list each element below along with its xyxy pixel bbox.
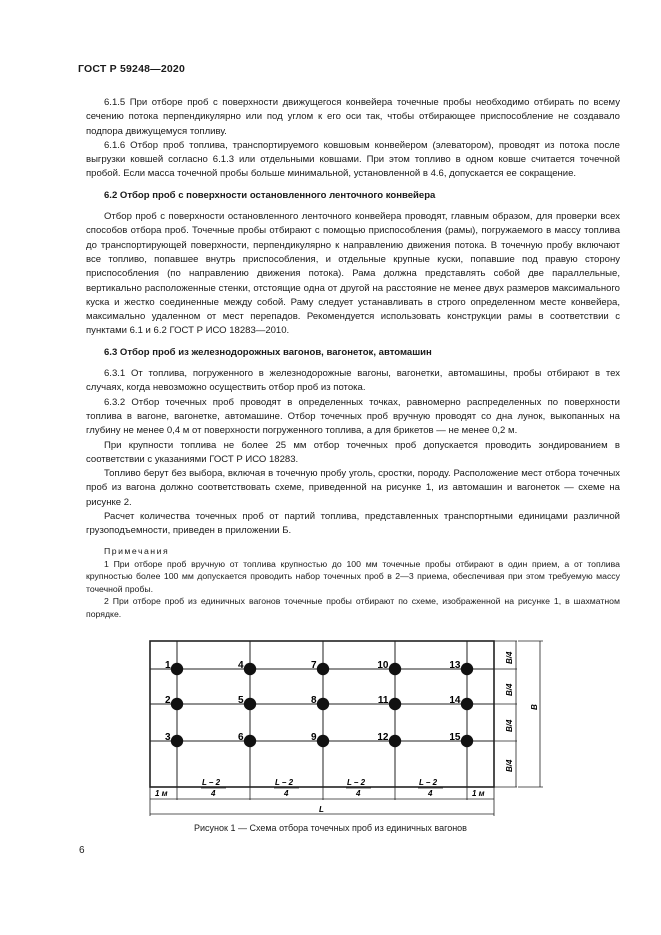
sampling-point-label-7: 7 [310,660,317,671]
dim-label-b4-1: B/4 [505,651,514,664]
dim-label-segment-2-den: 4 [284,789,289,798]
sampling-point-label-6: 6 [237,732,244,743]
sampling-point-label-5: 5 [237,695,244,706]
paragraph-6-2: Отбор проб с поверхности остановленного ленточного конвейера проводят, главным образом, для проверки всех способов отбора проб. Точечные пробы отбирают с помощью приспособления (рамы), погружаемого в массу топлива до транспортирующей поверхности, перпендикулярно к направлению движения потока. В точечную пробу включают все топливо, попавшее внутрь приспособления, и отдельные крупные куски, попавшие под правую сторону приспособления (по направлению движения потока). Рама должна представлять собой две параллельные, вертикально расположенные стенки, отстоящие одна от другой на расстояние не менее двух размеров максимального куска и жестко соединенные между собой. Раму следует устанавливать в строго определенном месте конвейера, максимально удаленном от мест перепадов. Рекомендуется использовать конструкции рамы в соответствии с пунктами 6.1 и 6.2 ГОСТ Р ИСО 18283—2010. [86,211,620,337]
sampling-point-9 [317,735,329,747]
note-1: 1 При отборе проб вручную от топлива крупностью до 100 мм точечные пробы отбирают в один прием, а от топлива крупностью более 100 мм допускается проводить набор точечных проб в 2—3 приема, обеспечивая при этом требуемую массу точечной пробы. [86,558,620,594]
sampling-point-13 [461,663,473,675]
sampling-point-2 [171,698,183,710]
wagon-scheme-drawing [146,636,554,822]
paragraph-probing: При крупности топлива не более 25 мм отбор точечных проб допускается проводить зондированием в соответствии с указаниями ГОСТ Р ИСО 18283. [86,439,620,465]
sampling-point-12 [389,735,401,747]
note-2: 2 При отборе проб из единичных вагонов точечные пробы отбирают по схеме, изображенной на рисунке 1, в шахматном порядке. [86,596,620,619]
dim-label-segment-2-num: L – 2 [275,778,294,787]
sampling-point-label-12: 12 [377,732,389,743]
dim-label-segment-4-den: 4 [428,789,433,798]
figure-1-wagon-scheme [146,636,554,822]
dim-label-end-left: 1 м [155,789,168,798]
sampling-point-14 [461,698,473,710]
sampling-point-label-9: 9 [310,732,317,743]
sampling-point-6 [244,735,256,747]
sampling-point-label-15: 15 [449,732,461,743]
sampling-point-5 [244,698,256,710]
dim-label-b4-2: B/4 [505,683,514,696]
paragraph-6-1-6: 6.1.6 Отбор проб топлива, транспортируемого ковшовым конвейером (элеватором), проводят из потока после выгрузки ковшей согласно 6.1.3 или отдельными ковшами. При этом топливо в одном ковше считается точечной пробой. Если масса точечной пробы больше минимальной, установленной в 4.6, допускается ее сокращение. [86,139,620,180]
sampling-point-label-8: 8 [310,695,317,706]
sampling-point-4 [244,663,256,675]
dim-label-end-right: 1 м [472,789,485,798]
figure-caption: Рисунок 1 — Схема отбора точечных проб из единичных вагонов [194,823,467,833]
notes-title: Примечания [104,545,170,556]
dim-label-segment-1-num: L – 2 [202,778,221,787]
paragraph-6-3-2: 6.3.2 Отбор точечных проб проводят в определенных точках, равномерно распределенных по поверхности топлива в вагоне, вагонетке, автомашине. Отбор точечных проб вручную проводят со дна лунок, выкопанных на глубину не менее 0,4 м от поверхности погруженного топлива, а для брикетов — не менее 0,2 м. [86,396,620,437]
sampling-point-label-10: 10 [377,660,389,671]
section-heading-6-2: 6.2 Отбор проб с поверхности остановленного ленточного конвейера [104,189,436,201]
paragraph-calculation: Расчет количества точечных проб от партий топлива, представленных транспортными единицами различной грузоподъемности, приведен в приложении Б. [86,511,620,537]
dim-label-b4-3: B/4 [505,719,514,732]
dim-label-segment-1-den: 4 [211,789,216,798]
sampling-point-15 [461,735,473,747]
page-content [86,96,620,621]
sampling-point-8 [317,698,329,710]
paragraph-sampling-locations: Топливо берут без выбора, включая в точечную пробу уголь, сростки, породу. Расположение мест отбора точечных проб из вагона должно соответствовать схеме, приведенной на рисунке 1, из автомашин и вагонеток — схеме на рисунке 2. [86,468,620,508]
sampling-point-11 [389,698,401,710]
sampling-point-label-3: 3 [164,732,171,743]
sampling-point-label-1: 1 [164,660,171,671]
paragraph-6-3-1: 6.3.1 От топлива, погруженного в железнодорожные вагоны, вагонетки, автомашины, пробы отбирают в тех случаях, когда невозможно осуществить отбор проб из потока. [86,368,620,394]
sampling-point-10 [389,663,401,675]
dim-label-b: B [530,704,539,710]
sampling-point-3 [171,735,183,747]
dim-label-segment-3-num: L – 2 [347,778,366,787]
dim-label-length: L [319,805,324,814]
sampling-point-1 [171,663,183,675]
page-number: 6 [79,845,85,856]
sampling-point-label-14: 14 [449,695,461,706]
paragraph-6-1-5: 6.1.5 При отборе проб с поверхности движущегося конвейера точечные пробы необходимо отбирать по всему сечению потока перпендикулярно или под углом к его оси так, чтобы отбирающее приспособление не создавало подпора движущемуся топливу. [86,97,620,137]
dim-label-segment-4-num: L – 2 [419,778,438,787]
sampling-point-7 [317,663,329,675]
sampling-point-label-11: 11 [377,695,389,706]
section-heading-6-3: 6.3 Отбор проб из железнодорожных вагонов, вагонеток, автомашин [104,346,432,358]
sampling-point-label-2: 2 [164,695,171,706]
dim-label-segment-3-den: 4 [356,789,361,798]
standard-header: ГОСТ Р 59248—2020 [78,63,186,75]
sampling-point-label-13: 13 [449,660,461,671]
sampling-point-label-4: 4 [237,660,244,671]
dim-label-b4-4: B/4 [505,759,514,772]
